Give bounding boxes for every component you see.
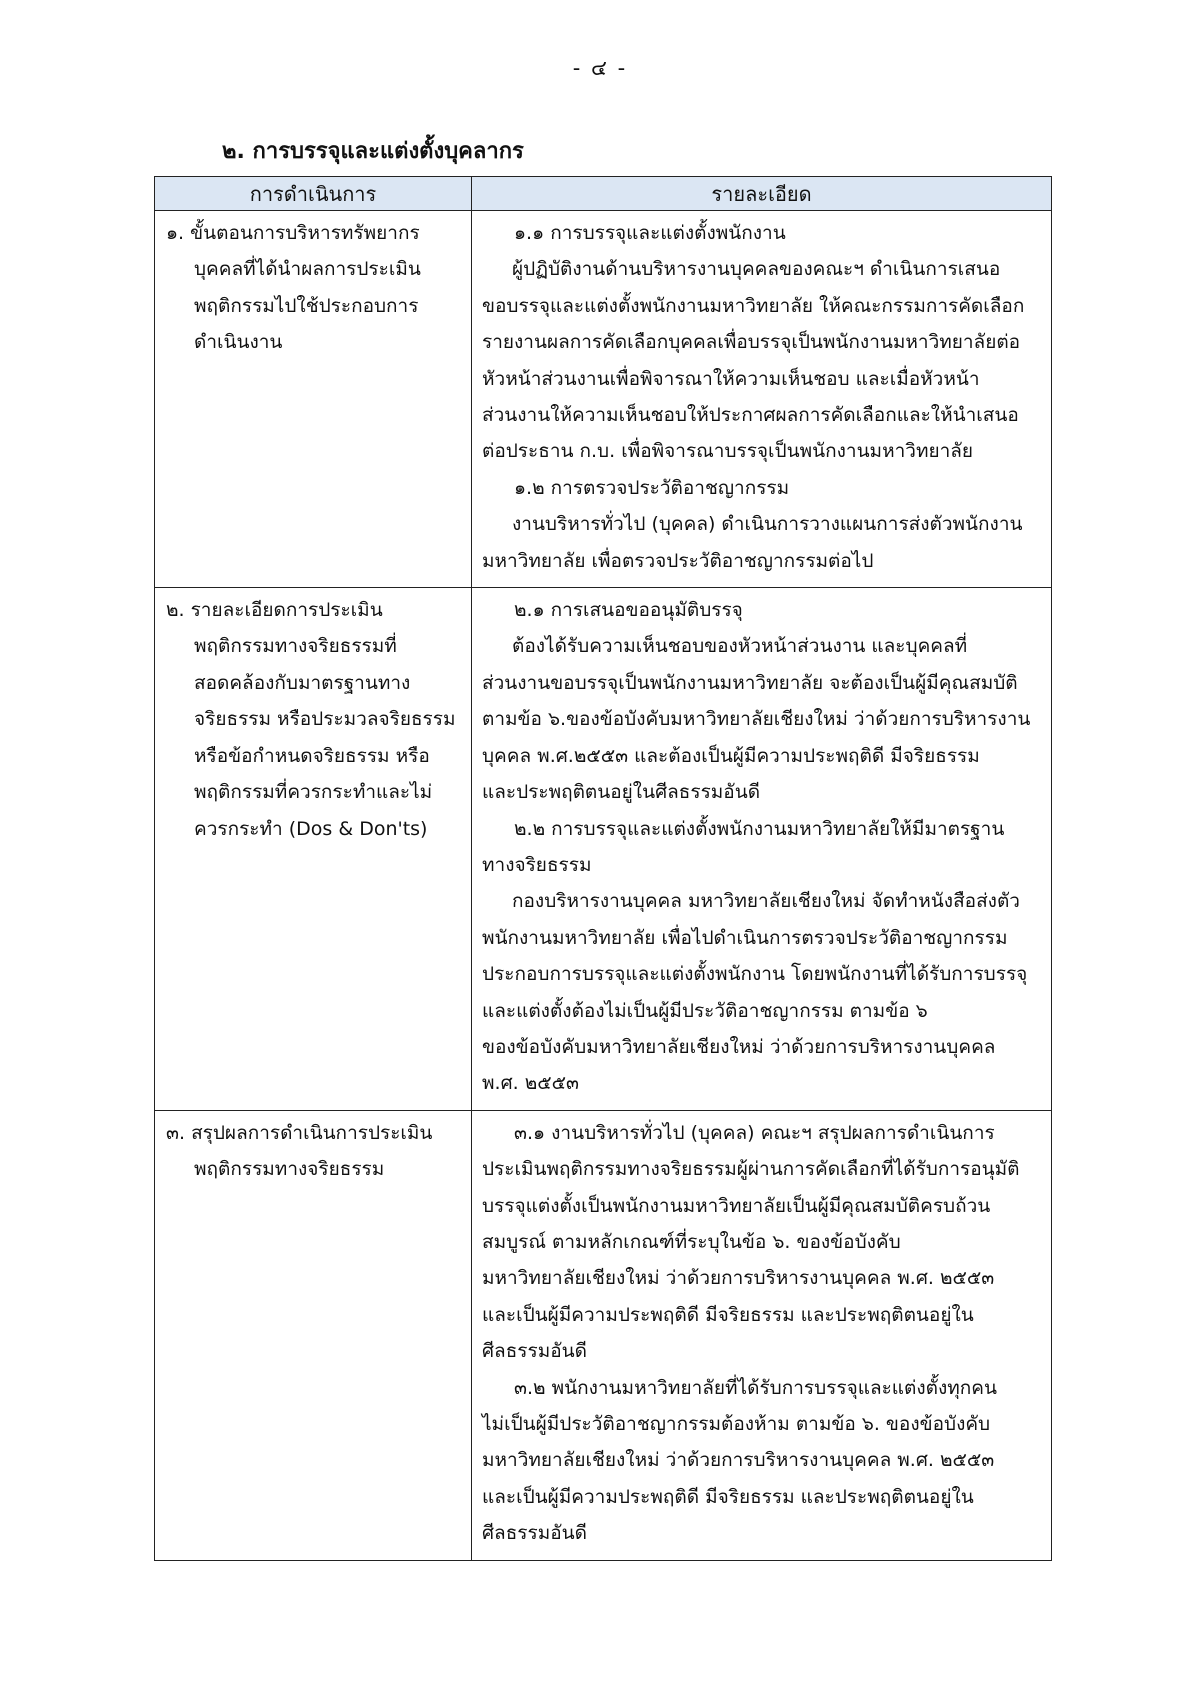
detail-line: และประพฤติตนอยู่ในศีลธรรมอันดี (482, 781, 761, 804)
detail-line: มหาวิทยาลัยเชียงใหม่ ว่าด้วยการบริหารงานบุคคล พ.ศ. ๒๕๕๓ (482, 1267, 995, 1290)
detail-line: ต่อประธาน ก.บ. เพื่อพิจารณาบรรจุเป็นพนักงานมหาวิทยาลัย (482, 440, 974, 463)
detail-line: งานบริหารทั่วไป (บุคคล) ดำเนินการวางแผนการส่งตัวพนักงาน (512, 513, 1023, 536)
detail-line: มหาวิทยาลัย เพื่อตรวจประวัติอาชญากรรมต่อไป (482, 549, 874, 572)
step-line: พฤติกรรมทางจริยธรรม (194, 1158, 385, 1181)
detail-line: บรรจุแต่งตั้งเป็นพนักงานมหาวิทยาลัยเป็นผู้มีคุณสมบัติครบถ้วน (482, 1194, 991, 1217)
subheading: ๑.๑ การบรรจุและแต่งตั้งพนักงาน (514, 222, 786, 244)
page-number: - ๔ - (572, 56, 628, 80)
detail-line: ไม่เป็นผู้มีประวัติอาชญากรรมต้องห้าม ตามข้อ ๖. ของข้อบังคับ (482, 1413, 991, 1435)
table-row (155, 588, 1052, 1111)
detail-line: ประเมินพฤติกรรมทางจริยธรรมผู้ผ่านการคัดเลือกที่ได้รับการอนุมัติ (482, 1158, 1020, 1181)
detail-line: ส่วนงานขอบรรจุเป็นพนักงานมหาวิทยาลัย จะต้องเป็นผู้มีคุณสมบัติ (482, 671, 1018, 694)
detail-line: กองบริหารงานบุคคล มหาวิทยาลัยเชียงใหม่ จัดทำหนังสือส่งตัว (512, 890, 1020, 913)
step-line: สอดคล้องกับมาตรฐานทาง (194, 671, 411, 694)
table-row (155, 211, 1052, 588)
detail-line: รายงานผลการคัดเลือกบุคคลเพื่อบรรจุเป็นพนักงานมหาวิทยาลัยต่อ (482, 331, 1021, 354)
detail-line: ประกอบการบรรจุและแต่งตั้งพนักงาน โดยพนักงานที่ได้รับการบรรจุ (482, 963, 1028, 986)
detail-line: ส่วนงานให้ความเห็นชอบให้ประกาศผลการคัดเลือกและให้นำเสนอ (482, 404, 1019, 427)
step-cell (155, 1110, 472, 1560)
header-detail: รายละเอียด (472, 177, 1052, 211)
detail-line: ผู้ปฏิบัติงานด้านบริหารงานบุคคลของคณะฯ ดำเนินการเสนอ (512, 258, 1001, 281)
step-cell (155, 588, 472, 1111)
detail-cell (472, 588, 1052, 1111)
subheading: ๓.๑ งานบริหารทั่วไป (บุคคล) คณะฯ สรุปผลการดำเนินการ (514, 1121, 995, 1144)
detail-line: ศีลธรรมอันดี (482, 1340, 587, 1363)
table-row (155, 1110, 1052, 1560)
step-line: ๒. รายละเอียดการประเมิน (166, 599, 383, 622)
step-line: ๑. ขั้นตอนการบริหารทรัพยากร (166, 222, 420, 244)
detail-line: มหาวิทยาลัยเชียงใหม่ ว่าด้วยการบริหารงานบุคคล พ.ศ. ๒๕๕๓ (482, 1449, 995, 1472)
header-operation: การดำเนินการ (155, 177, 472, 211)
step-line: ควรกระทำ (Dos & Don'ts) (194, 817, 428, 840)
table-header-row (155, 177, 1052, 211)
subheading: ๒.๒ การบรรจุและแต่งตั้งพนักงานมหาวิทยาลัยให้มีมาตรฐาน (514, 817, 1005, 840)
detail-line: และเป็นผู้มีความประพฤติดี มีจริยธรรม และประพฤติตนอยู่ใน (482, 1485, 974, 1508)
section-heading: ๒. การบรรจุและแต่งตั้งบุคลากร (222, 139, 524, 164)
detail-line: พนักงานมหาวิทยาลัย เพื่อไปดำเนินการตรวจประวัติอาชญากรรม (482, 926, 1008, 949)
detail-line: ของข้อบังคับมหาวิทยาลัยเชียงใหม่ ว่าด้วยการบริหารงานบุคคล (482, 1035, 996, 1058)
detail-line: สมบูรณ์ ตามหลักเกณฑ์ที่ระบุในข้อ ๖. ของข้อบังคับ (482, 1230, 901, 1253)
detail-line: พ.ศ. ๒๕๕๓ (482, 1072, 579, 1095)
step-line: พฤติกรรมไปใช้ประกอบการ (194, 294, 419, 317)
detail-line: บุคคล พ.ศ.๒๕๕๓ และต้องเป็นผู้มีความประพฤติดี มีจริยธรรม (482, 744, 980, 767)
detail-line: หัวหน้าส่วนงานเพื่อพิจารณาให้ความเห็นชอบ และเมื่อหัวหน้า (482, 367, 980, 390)
subheading: ๑.๒ การตรวจประวัติอาชญากรรม (514, 476, 790, 499)
detail-line: ศีลธรรมอันดี (482, 1522, 587, 1545)
step-line: พฤติกรรมทางจริยธรรมที่ (194, 635, 397, 658)
step-line: จริยธรรม หรือประมวลจริยธรรม (194, 708, 456, 731)
detail-line: และเป็นผู้มีความประพฤติดี มีจริยธรรม และประพฤติตนอยู่ใน (482, 1303, 974, 1326)
subheading: ๒.๑ การเสนอขออนุมัติบรรจุ (514, 599, 743, 622)
step-line: ดำเนินงาน (194, 331, 283, 354)
detail-line: ขอบรรจุและแต่งตั้งพนักงานมหาวิทยาลัย ให้คณะกรรมการคัดเลือก (482, 294, 1025, 317)
detail-line: ทางจริยธรรม (482, 853, 592, 876)
detail-line: และแต่งตั้งต้องไม่เป็นผู้มีประวัติอาชญากรรม ตามข้อ ๖ (482, 999, 928, 1022)
step-line: หรือข้อกำหนดจริยธรรม หรือ (194, 744, 430, 767)
detail-cell (472, 211, 1052, 588)
step-line: ๓. สรุปผลการดำเนินการประเมิน (166, 1121, 433, 1144)
step-line: พฤติกรรมที่ควรกระทำและไม่ (194, 781, 433, 804)
subheading: ๓.๒ พนักงานมหาวิทยาลัยที่ได้รับการบรรจุและแต่งตั้งทุกคน (514, 1376, 997, 1399)
detail-cell (472, 1110, 1052, 1560)
step-line: บุคคลที่ได้นำผลการประเมิน (194, 258, 421, 281)
procedure-table (154, 176, 1052, 1561)
step-cell (155, 211, 472, 588)
detail-line: ต้องได้รับความเห็นชอบของหัวหน้าส่วนงาน และบุคคลที่ (512, 635, 968, 658)
detail-line: ตามข้อ ๖.ของข้อบังคับมหาวิทยาลัยเชียงใหม่ ว่าด้วยการบริหารงาน (482, 708, 1031, 731)
